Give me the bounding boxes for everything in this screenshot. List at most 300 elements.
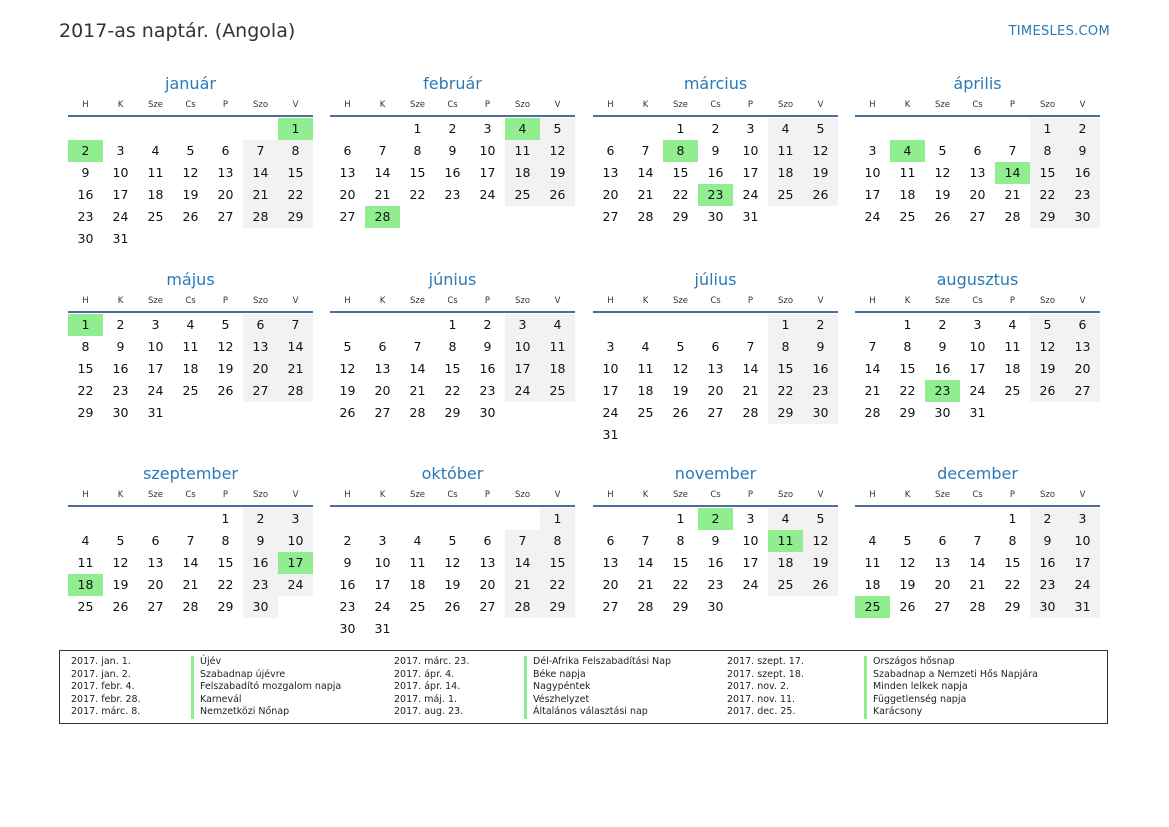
day-grid (330, 314, 575, 424)
weekday-label: Cs (710, 100, 721, 110)
holiday-date: 2017. febr. 28. (71, 693, 141, 705)
weekday-label: Szo (777, 490, 794, 500)
day-cell: 27 (602, 209, 619, 224)
day-cell: 21 (637, 187, 654, 202)
day-cell: 24 (374, 599, 391, 614)
day-cell: 24 (147, 383, 164, 398)
day-cell: 25 (147, 209, 164, 224)
page-title: 2017-as naptár. (Angola) (59, 20, 296, 42)
day-cell: 14 (742, 361, 759, 376)
empty-cell (103, 508, 138, 530)
day-cell: 12 (672, 361, 689, 376)
day-cell: 15 (278, 162, 313, 184)
weekday-label: Szo (252, 296, 269, 306)
day-cell: 1 (676, 121, 685, 136)
day-cell: 18 (505, 162, 540, 184)
day-cell: 11 (540, 336, 575, 358)
empty-cell (68, 118, 103, 140)
day-cell: 12 (182, 165, 199, 180)
day-cell: 19 (540, 162, 575, 184)
day-cell: 3 (483, 121, 492, 136)
day-cell: 12 (934, 165, 951, 180)
empty-cell (470, 508, 505, 530)
day-cell: 21 (742, 383, 759, 398)
day-cell: 2 (343, 533, 352, 548)
day-cell: 4 (186, 317, 195, 332)
day-cell: 2 (483, 317, 492, 332)
day-cell: 13 (479, 555, 496, 570)
day-cell: 2 (448, 121, 457, 136)
day-cell: 24 (602, 405, 619, 420)
day-cell: 6 (243, 314, 278, 336)
weekday-label: H (607, 296, 614, 306)
day-cell: 26 (672, 405, 689, 420)
weekday-label: Szo (777, 100, 794, 110)
day-cell: 29 (672, 209, 689, 224)
holiday-day: 4 (890, 140, 925, 162)
weekday-label: V (554, 490, 561, 500)
month-március (593, 73, 838, 228)
empty-cell (890, 508, 925, 530)
weekday-label: V (292, 296, 299, 306)
holiday-date: 2017. márc. 23. (394, 656, 470, 667)
day-cell: 27 (479, 599, 496, 614)
day-cell: 28 (505, 596, 540, 618)
day-cell: 7 (243, 140, 278, 162)
holiday-date: 2017. szept. 18. (727, 668, 804, 680)
day-cell: 24 (742, 187, 759, 202)
day-cell: 9 (243, 530, 278, 552)
day-cell: 2 (1030, 508, 1065, 530)
day-cell: 21 (374, 187, 391, 202)
empty-cell (365, 118, 400, 140)
day-cell: 11 (409, 555, 426, 570)
weekday-label: H (344, 100, 351, 110)
day-cell: 30 (77, 231, 94, 246)
day-cell: 5 (221, 317, 230, 332)
day-cell: 16 (77, 187, 94, 202)
weekday-label: H (344, 296, 351, 306)
weekday-label: Cs (185, 100, 196, 110)
day-cell: 29 (444, 405, 461, 420)
day-cell: 20 (602, 187, 619, 202)
day-cell: 5 (938, 143, 947, 158)
day-cell: 28 (182, 599, 199, 614)
day-cell: 17 (374, 577, 391, 592)
day-cell: 16 (339, 577, 356, 592)
day-cell: 18 (899, 187, 916, 202)
day-cell: 2 (243, 508, 278, 530)
weekday-label: Cs (710, 296, 721, 306)
weekday-label: V (817, 490, 824, 500)
day-cell: 11 (505, 140, 540, 162)
day-cell: 9 (448, 143, 457, 158)
holiday-date: 2017. márc. 8. (71, 706, 141, 718)
site-link[interactable]: TIMESLES.COM (1008, 24, 1110, 39)
day-cell: 17 (864, 187, 881, 202)
day-cell: 4 (641, 339, 650, 354)
day-cell: 29 (1004, 599, 1021, 614)
day-cell: 1 (448, 317, 457, 332)
holiday-name: Vészhelyzet (524, 694, 671, 707)
empty-cell (138, 118, 173, 140)
legend-name-column (524, 656, 671, 719)
day-cell: 8 (278, 140, 313, 162)
day-cell: 17 (147, 361, 164, 376)
day-cell: 8 (221, 533, 230, 548)
day-cell: 13 (243, 336, 278, 358)
day-cell: 29 (1030, 206, 1065, 228)
day-cell: 7 (868, 339, 877, 354)
empty-cell (208, 118, 243, 140)
day-cell: 20 (1065, 358, 1100, 380)
day-cell: 7 (413, 339, 422, 354)
day-cell: 23 (1065, 184, 1100, 206)
empty-cell (435, 508, 470, 530)
day-cell: 20 (243, 358, 278, 380)
day-cell: 9 (803, 336, 838, 358)
day-cell: 29 (540, 596, 575, 618)
day-cell: 15 (540, 552, 575, 574)
holiday-day: 25 (855, 596, 890, 618)
day-cell: 21 (409, 383, 426, 398)
holiday-day: 1 (68, 314, 103, 336)
month-november (593, 463, 838, 618)
weekday-label: Cs (447, 296, 458, 306)
day-cell: 26 (899, 599, 916, 614)
day-cell: 23 (112, 383, 129, 398)
day-cell: 10 (742, 533, 759, 548)
day-cell: 4 (413, 533, 422, 548)
day-cell: 5 (676, 339, 685, 354)
day-cell: 15 (1030, 162, 1065, 184)
day-cell: 6 (938, 533, 947, 548)
empty-cell (925, 508, 960, 530)
weekday-label: Sze (934, 296, 951, 306)
day-cell: 15 (1004, 555, 1021, 570)
day-grid (330, 508, 575, 640)
day-cell: 3 (746, 511, 755, 526)
holiday-day: 1 (278, 118, 313, 140)
holiday-name: Dél-Afrika Felszabadítási Nap (524, 656, 671, 669)
day-cell: 26 (803, 184, 838, 206)
day-cell: 9 (711, 533, 720, 548)
weekday-label: H (607, 490, 614, 500)
day-cell: 27 (374, 405, 391, 420)
day-cell: 9 (1065, 140, 1100, 162)
day-cell: 29 (77, 405, 94, 420)
weekday-label: P (747, 100, 754, 110)
day-cell: 13 (934, 555, 951, 570)
weekday-label: P (1009, 490, 1016, 500)
day-cell: 4 (1008, 317, 1017, 332)
weekday-label: Szo (514, 100, 531, 110)
day-cell: 16 (444, 165, 461, 180)
weekday-label: P (747, 490, 754, 500)
empty-cell (995, 118, 1030, 140)
day-cell: 29 (278, 206, 313, 228)
day-cell: 19 (803, 162, 838, 184)
day-cell: 3 (505, 314, 540, 336)
holiday-name: Minden lelkek napja (864, 681, 1038, 694)
day-cell: 25 (768, 184, 803, 206)
day-cell: 31 (602, 427, 619, 442)
weekday-label: Sze (147, 100, 164, 110)
weekday-label: H (869, 490, 876, 500)
day-cell: 14 (637, 165, 654, 180)
day-cell: 9 (711, 143, 720, 158)
holiday-legend (59, 650, 1108, 724)
day-cell: 7 (1008, 143, 1017, 158)
day-cell: 3 (1065, 508, 1100, 530)
holiday-day: 4 (505, 118, 540, 140)
empty-cell (365, 508, 400, 530)
day-cell: 25 (899, 209, 916, 224)
holiday-day: 28 (365, 206, 400, 228)
day-cell: 25 (637, 405, 654, 420)
day-cell: 23 (1030, 574, 1065, 596)
day-cell: 15 (672, 165, 689, 180)
holiday-day: 8 (663, 140, 698, 162)
day-cell: 21 (637, 577, 654, 592)
day-cell: 19 (182, 187, 199, 202)
day-cell: 11 (182, 339, 199, 354)
day-cell: 20 (602, 577, 619, 592)
day-cell: 31 (1065, 596, 1100, 618)
day-cell: 30 (112, 405, 129, 420)
day-cell: 30 (243, 596, 278, 618)
weekday-header (330, 95, 575, 117)
empty-cell (855, 118, 890, 140)
holiday-date: 2017. ápr. 4. (394, 668, 455, 680)
weekday-header (593, 485, 838, 507)
day-cell: 9 (938, 339, 947, 354)
month-name: november (674, 464, 757, 483)
day-cell: 23 (707, 577, 724, 592)
day-cell: 28 (637, 209, 654, 224)
weekday-header (68, 95, 313, 117)
day-cell: 8 (413, 143, 422, 158)
day-cell: 27 (217, 209, 234, 224)
month-július (593, 269, 838, 446)
day-cell: 23 (479, 383, 496, 398)
day-cell: 4 (768, 508, 803, 530)
empty-cell (628, 314, 663, 336)
holiday-name: Általános választási nap (524, 706, 671, 719)
day-cell: 4 (868, 533, 877, 548)
holiday-name: Nemzetközi Nőnap (191, 706, 341, 719)
day-cell: 21 (278, 358, 313, 380)
day-cell: 1 (540, 508, 575, 530)
day-grid (855, 118, 1100, 228)
day-cell: 9 (81, 165, 90, 180)
month-name: szeptember (142, 464, 238, 483)
day-cell: 7 (378, 143, 387, 158)
weekday-label: Szo (777, 296, 794, 306)
day-cell: 26 (339, 405, 356, 420)
holiday-day: 17 (278, 552, 313, 574)
empty-cell (173, 118, 208, 140)
holiday-name: Béke napja (524, 669, 671, 682)
empty-cell (330, 508, 365, 530)
holiday-name: Szabadnap a Nemzeti Hős Napjára (864, 669, 1038, 682)
holiday-name: Országos hősnap (864, 656, 1038, 669)
month-október (330, 463, 575, 640)
weekday-label: V (554, 296, 561, 306)
day-cell: 28 (243, 206, 278, 228)
legend-date-column (727, 656, 804, 719)
day-cell: 4 (768, 118, 803, 140)
weekday-label: K (904, 296, 911, 306)
day-cell: 17 (969, 361, 986, 376)
day-cell: 17 (505, 358, 540, 380)
weekday-label: P (484, 296, 491, 306)
holiday-name: Újév (191, 656, 341, 669)
day-cell: 19 (112, 577, 129, 592)
weekday-label: K (117, 490, 124, 500)
day-cell: 15 (409, 165, 426, 180)
day-cell: 18 (637, 383, 654, 398)
day-cell: 16 (243, 552, 278, 574)
day-grid (593, 118, 838, 228)
day-cell: 14 (374, 165, 391, 180)
weekday-header (593, 95, 838, 117)
weekday-label: Cs (972, 490, 983, 500)
day-cell: 20 (374, 383, 391, 398)
day-cell: 1 (413, 121, 422, 136)
day-cell: 24 (742, 577, 759, 592)
day-cell: 27 (1065, 380, 1100, 402)
day-cell: 12 (803, 530, 838, 552)
day-cell: 26 (112, 599, 129, 614)
day-cell: 6 (483, 533, 492, 548)
day-cell: 23 (243, 574, 278, 596)
day-cell: 6 (378, 339, 387, 354)
day-cell: 15 (672, 555, 689, 570)
day-cell: 28 (742, 405, 759, 420)
empty-cell (663, 314, 698, 336)
day-cell: 22 (672, 187, 689, 202)
month-április (855, 73, 1100, 228)
day-cell: 9 (116, 339, 125, 354)
day-cell: 28 (969, 599, 986, 614)
legend-name-column (191, 656, 341, 719)
holiday-date: 2017. jan. 1. (71, 656, 131, 667)
day-cell: 30 (707, 599, 724, 614)
day-cell: 18 (182, 361, 199, 376)
day-cell: 18 (1004, 361, 1021, 376)
weekday-header (330, 291, 575, 313)
day-cell: 6 (1065, 314, 1100, 336)
month-február (330, 73, 575, 228)
day-cell: 5 (1030, 314, 1065, 336)
day-cell: 19 (899, 577, 916, 592)
day-cell: 10 (278, 530, 313, 552)
day-cell: 8 (903, 339, 912, 354)
day-cell: 31 (374, 621, 391, 636)
weekday-label: Sze (672, 100, 689, 110)
empty-cell (138, 508, 173, 530)
day-cell: 22 (899, 383, 916, 398)
month-name: október (421, 464, 484, 483)
day-cell: 14 (278, 336, 313, 358)
weekday-label: P (484, 490, 491, 500)
day-cell: 26 (934, 209, 951, 224)
day-cell: 24 (112, 209, 129, 224)
day-cell: 15 (768, 358, 803, 380)
day-cell: 7 (973, 533, 982, 548)
day-cell: 13 (602, 165, 619, 180)
day-cell: 16 (479, 361, 496, 376)
weekday-label: K (904, 490, 911, 500)
day-cell: 14 (637, 555, 654, 570)
day-cell: 21 (969, 577, 986, 592)
holiday-date: 2017. szept. 17. (727, 656, 804, 667)
empty-cell (593, 508, 628, 530)
month-name: július (694, 270, 737, 289)
weekday-label: K (642, 100, 649, 110)
day-cell: 27 (602, 599, 619, 614)
weekday-header (593, 291, 838, 313)
day-cell: 7 (186, 533, 195, 548)
day-cell: 17 (742, 555, 759, 570)
day-cell: 8 (81, 339, 90, 354)
day-cell: 2 (116, 317, 125, 332)
weekday-label: Szo (1039, 490, 1056, 500)
day-cell: 21 (243, 184, 278, 206)
day-cell: 22 (409, 187, 426, 202)
day-cell: 12 (444, 555, 461, 570)
day-cell: 13 (707, 361, 724, 376)
empty-cell (628, 508, 663, 530)
day-cell: 25 (768, 574, 803, 596)
day-cell: 3 (278, 508, 313, 530)
day-cell: 2 (1065, 118, 1100, 140)
day-cell: 13 (602, 555, 619, 570)
day-cell: 23 (444, 187, 461, 202)
day-cell: 5 (116, 533, 125, 548)
day-cell: 3 (746, 121, 755, 136)
day-cell: 12 (217, 339, 234, 354)
day-grid (593, 314, 838, 446)
holiday-date: 2017. ápr. 14. (394, 681, 461, 693)
weekday-label: Szo (252, 100, 269, 110)
day-cell: 2 (803, 314, 838, 336)
holiday-date: 2017. dec. 25. (727, 706, 796, 718)
day-cell: 10 (374, 555, 391, 570)
day-cell: 20 (217, 187, 234, 202)
day-cell: 20 (934, 577, 951, 592)
weekday-label: K (379, 490, 386, 500)
day-cell: 29 (768, 402, 803, 424)
holiday-name: Függetlenség napja (864, 694, 1038, 707)
day-cell: 11 (147, 165, 164, 180)
day-cell: 10 (505, 336, 540, 358)
day-cell: 27 (707, 405, 724, 420)
day-cell: 7 (746, 339, 755, 354)
month-augusztus (855, 269, 1100, 424)
day-cell: 26 (444, 599, 461, 614)
day-cell: 28 (1004, 209, 1021, 224)
empty-cell (890, 118, 925, 140)
day-cell: 26 (1030, 380, 1065, 402)
month-december (855, 463, 1100, 618)
day-cell: 25 (77, 599, 94, 614)
weekday-label: Sze (409, 100, 426, 110)
day-cell: 5 (186, 143, 195, 158)
day-cell: 8 (768, 336, 803, 358)
day-cell: 8 (676, 533, 685, 548)
